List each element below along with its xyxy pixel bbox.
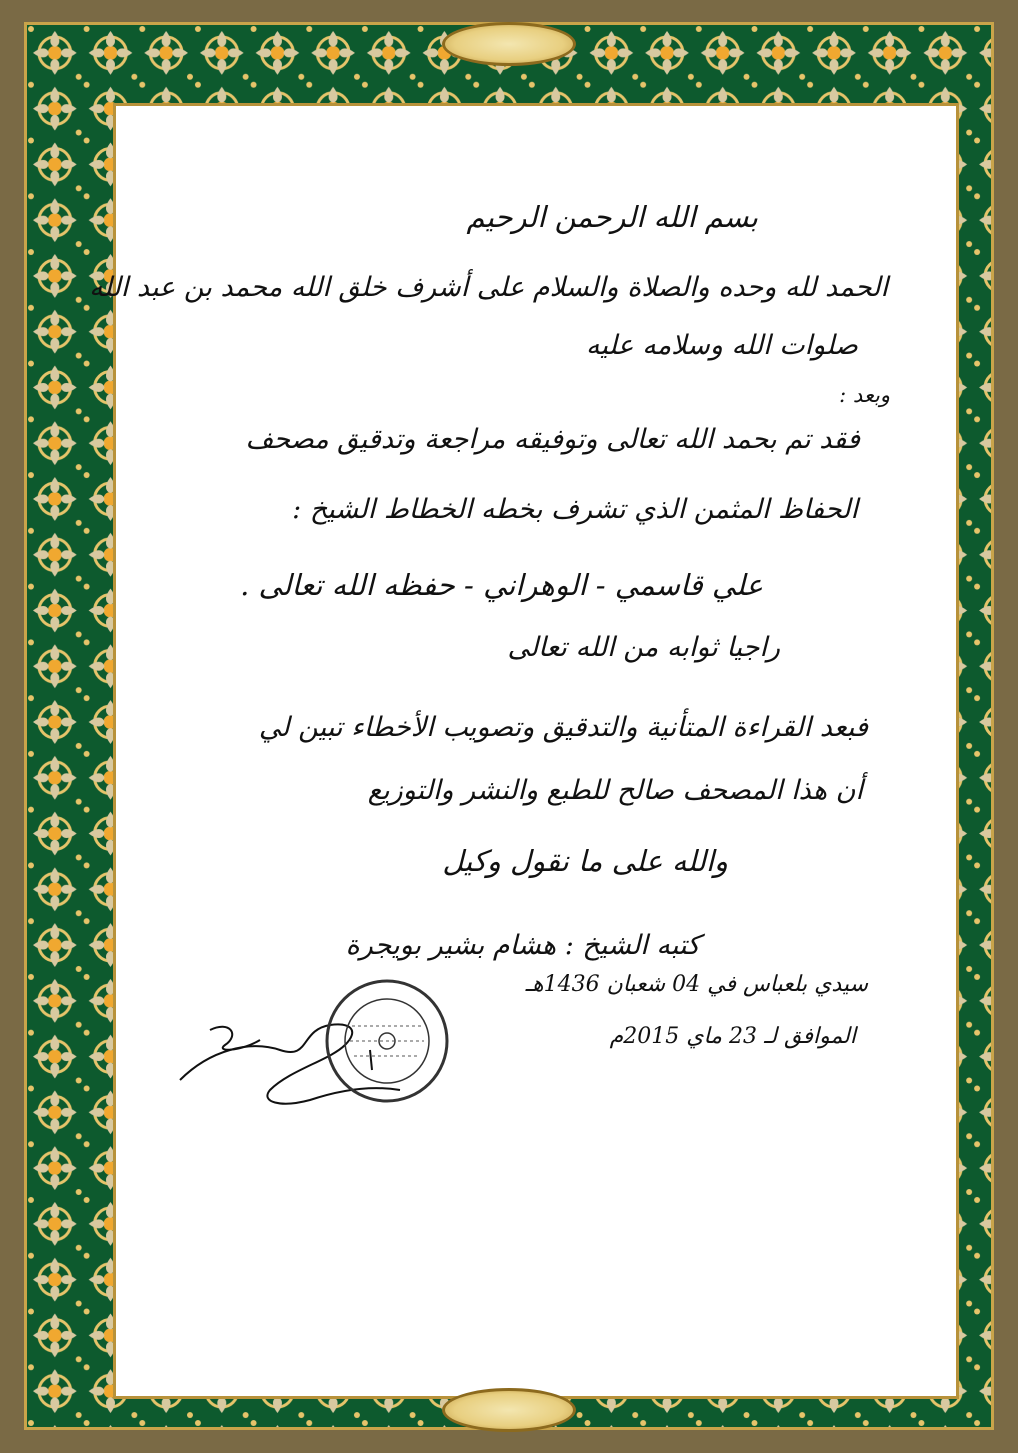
letter-line: أن هذا المصحف صالح للطبع والنشر والتوزيع <box>367 775 863 806</box>
letter-line: والله على ما نقول وكيل <box>442 844 728 878</box>
letter-line: علي قاسمي - الوهراني - حفظه الله تعالى . <box>240 568 763 602</box>
letter-line: راجيا ثوابه من الله تعالى <box>507 632 780 663</box>
bottom-cartouche <box>442 1388 576 1432</box>
letter-line: الحمد لله وحده والصلاة والسلام على أشرف خلق الله محمد بن عبد الله <box>89 272 888 303</box>
letter-line: فبعد القراءة المتأنية والتدقيق وتصويب الأخطاء تبين لي <box>258 712 868 743</box>
signer-line: كتبه الشيخ : هشام بشير بويجرة <box>345 930 700 961</box>
letter-line: الحفاظ المثمن الذي تشرف بخطه الخطاط الشيخ : <box>292 494 858 525</box>
place-date: سيدي بلعباس في 04 شعبان 1436هـ <box>525 972 868 997</box>
letter-line: فقد تم بحمد الله تعالى وتوفيقه مراجعة وتدقيق مصحف <box>245 424 860 455</box>
round-stamp <box>322 976 452 1106</box>
basmala: بسم الله الرحمن الرحيم <box>466 200 758 234</box>
letter-line: صلوات الله وسلامه عليه <box>585 330 858 361</box>
top-cartouche <box>442 22 576 66</box>
gregorian-date: الموافق لـ 23 ماي 2015م <box>609 1024 856 1049</box>
letter-line: وبعد : <box>839 383 890 407</box>
